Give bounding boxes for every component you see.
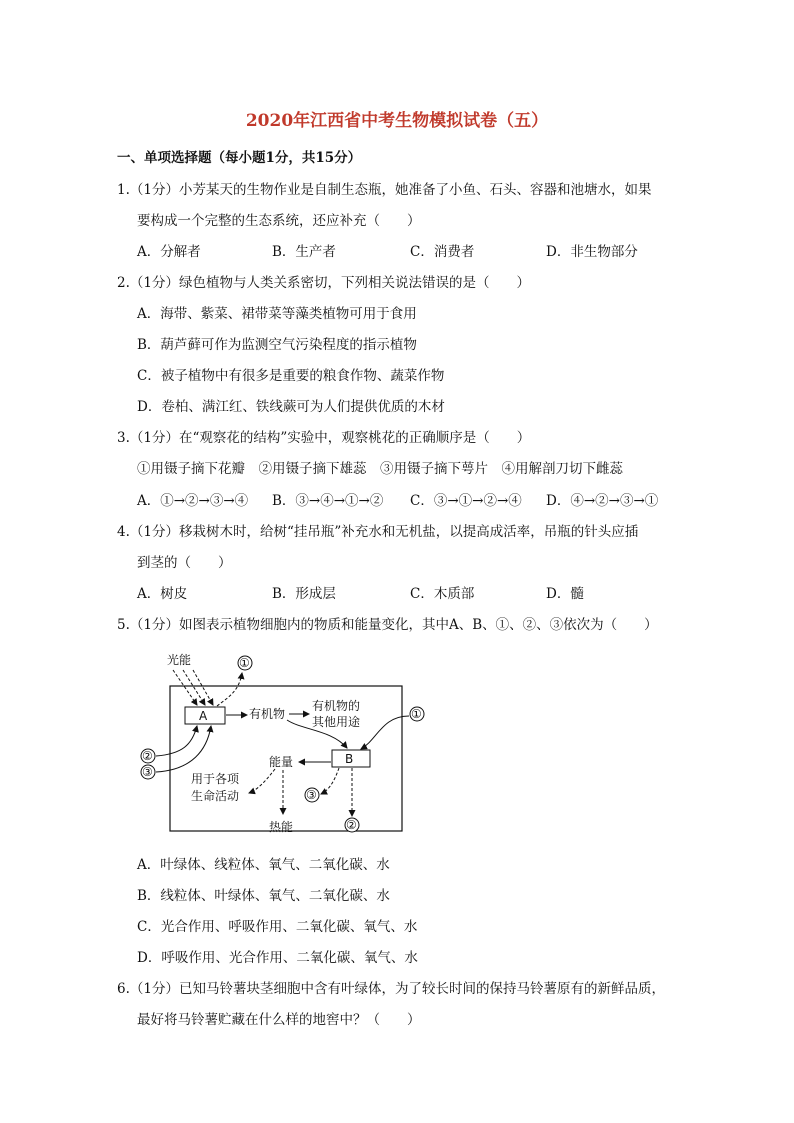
circle-3-left-label: ③ bbox=[142, 765, 153, 779]
question-5-line-1: 5.（1分）如图表示植物细胞内的物质和能量变化，其中A、B、①、②、③依次为（ ） bbox=[117, 617, 658, 633]
option-c: C．木质部 bbox=[410, 586, 475, 602]
question-5-option-a: A．叶绿体、线粒体、氧气、二氧化碳、水 bbox=[137, 857, 390, 873]
light-arrow-1 bbox=[173, 670, 197, 705]
box-a-label: A bbox=[199, 709, 208, 723]
option-d: D．髓 bbox=[546, 586, 584, 602]
option-a: A．分解者 bbox=[137, 244, 201, 260]
question-2-option-a: A．海带、紫菜、裙带菜等藻类植物可用于食用 bbox=[137, 306, 417, 322]
question-2-option-b: B．葫芦藓可作为监测空气污染程度的指示植物 bbox=[137, 337, 417, 353]
option-c: C．消费者 bbox=[410, 244, 475, 260]
output-arrow-3 bbox=[321, 768, 339, 794]
option-d: D．非生物部分 bbox=[546, 244, 638, 260]
question-2-line-1: 2.（1分）绿色植物与人类关系密切，下列相关说法错误的是（ ） bbox=[117, 275, 530, 291]
output-arrow-1 bbox=[217, 673, 242, 706]
option-b: B．形成层 bbox=[272, 586, 336, 602]
life-activity-label-2: 生命活动 bbox=[191, 789, 240, 803]
question-1-line-1: 1.（1分）小芳某天的生物作业是自制生态瓶，她准备了小鱼、石头、容器和池塘水，如果 bbox=[117, 182, 652, 198]
question-5-option-d: D．呼吸作用、光合作用、二氧化碳、氧气、水 bbox=[137, 950, 418, 966]
option-b: B．③→④→①→② bbox=[272, 493, 384, 509]
option-a: A．①→②→③→④ bbox=[137, 493, 249, 509]
question-3-line-1: 3.（1分）在“观察花的结构”实验中，观察桃花的正确顺序是（ ） bbox=[117, 430, 531, 446]
option-c: C．③→①→②→④ bbox=[410, 493, 522, 509]
option-b: B．生产者 bbox=[272, 244, 336, 260]
circle-3-bottom-label: ③ bbox=[306, 788, 317, 802]
question-6-line-2: 最好将马铃薯贮藏在什么样的地窖中？（ ） bbox=[137, 1012, 421, 1028]
question-5-option-c: C．光合作用、呼吸作用、二氧化碳、氧气、水 bbox=[137, 919, 418, 935]
input-arrow-2 bbox=[156, 726, 197, 756]
question-3-line-2: ①用镊子摘下花瓣 ②用镊子摘下雄蕊 ③用镊子摘下萼片 ④用解剖刀切下雌蕊 bbox=[137, 461, 623, 477]
option-d: D．④→②→③→① bbox=[546, 493, 659, 509]
circle-1-right-label: ① bbox=[411, 707, 422, 721]
box-b-label: B bbox=[345, 752, 354, 766]
other-use-label-1: 有机物的 bbox=[312, 699, 361, 713]
organic-label: 有机物 bbox=[249, 707, 286, 721]
input-arrow-3 bbox=[156, 726, 211, 772]
life-activity-label-1: 用于各项 bbox=[191, 772, 240, 786]
question-2-option-d: D．卷柏、满江红、铁线蕨可为人们提供优质的木材 bbox=[137, 399, 445, 415]
cell-energy-diagram bbox=[137, 650, 427, 840]
question-5-option-b: B．线粒体、叶绿体、氧气、二氧化碳、水 bbox=[137, 888, 390, 904]
question-1-line-2: 要构成一个完整的生态系统，还应补充（ ） bbox=[137, 213, 421, 229]
light-arrow-3 bbox=[193, 670, 213, 705]
other-use-label-2: 其他用途 bbox=[312, 715, 361, 729]
question-2-option-c: C．被子植物中有很多是重要的粮食作物、蔬菜作物 bbox=[137, 368, 445, 384]
question-4-line-2: 到茎的（ ） bbox=[137, 555, 232, 571]
circle-2-bottom-label: ② bbox=[346, 818, 357, 832]
circle-2-left-label: ② bbox=[142, 749, 153, 763]
option-a: A．树皮 bbox=[137, 586, 188, 602]
page-title: 2020年江西省中考生物模拟试卷（五） bbox=[245, 111, 549, 131]
question-4-line-1: 4.（1分）移栽树木时，给树“挂吊瓶”补充水和无机盐，以提高成活率，吊瓶的针头应插 bbox=[117, 524, 639, 540]
circle-1-top-label: ① bbox=[239, 656, 250, 670]
energy-label: 能量 bbox=[269, 755, 294, 769]
question-6-line-1: 6.（1分）已知马铃薯块茎细胞中含有叶绿体，为了较长时间的保持马铃薯原有的新鲜品质， bbox=[117, 981, 665, 997]
heat-label: 热能 bbox=[269, 820, 294, 834]
arrow-energy-to-life bbox=[249, 769, 275, 793]
section-heading: 一、单项选择题（每小题1分，共15分） bbox=[117, 150, 362, 166]
light-energy-label: 光能 bbox=[167, 653, 192, 667]
